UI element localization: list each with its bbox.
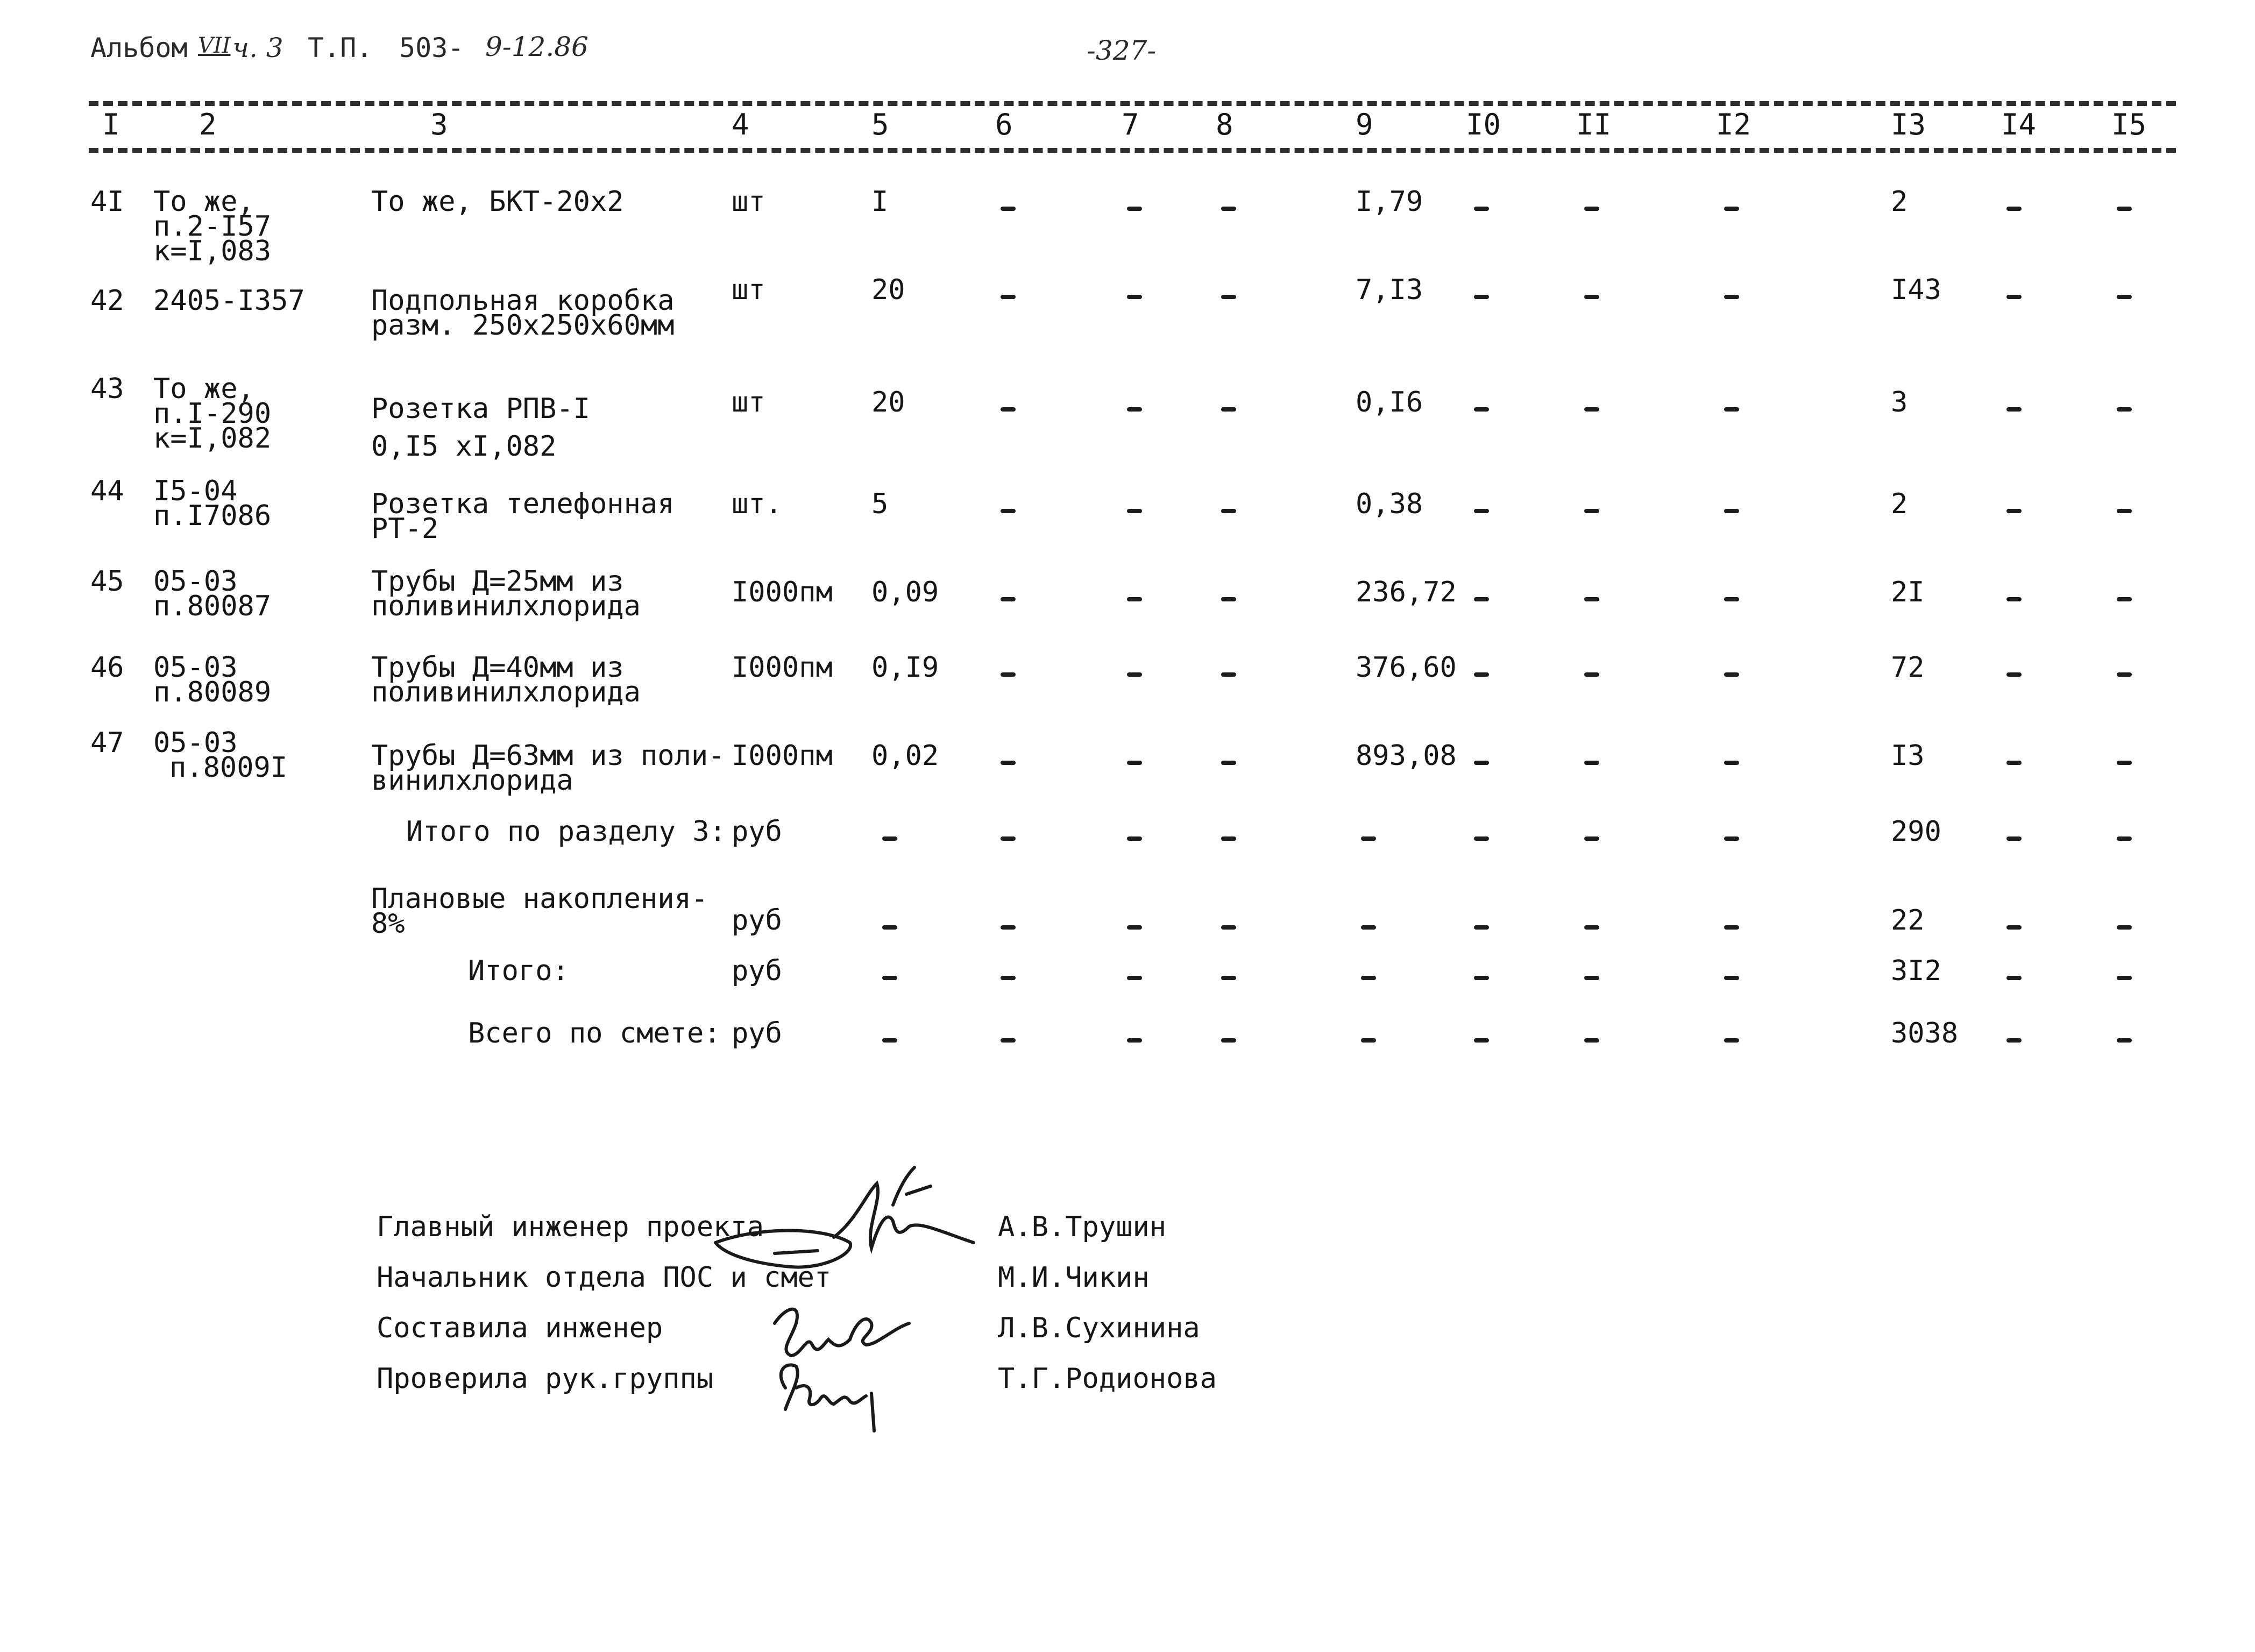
row-col9: 0,38: [1356, 488, 1423, 520]
empty-cell-dash: [882, 836, 897, 841]
empty-cell-dash: [1584, 207, 1599, 211]
col-num-11: II: [1576, 108, 1612, 141]
empty-cell-dash: [2006, 295, 2022, 299]
row-col13: 2I: [1891, 576, 1925, 608]
col-num-4: 4: [732, 108, 749, 141]
row-qty: I: [871, 186, 889, 218]
empty-cell-dash: [1127, 597, 1142, 601]
row-unit: шт: [732, 386, 765, 419]
signer-role: Главный инженер проекта: [377, 1211, 764, 1243]
row-number: 47: [90, 727, 124, 759]
col-num-3: 3: [430, 108, 448, 141]
empty-cell-dash: [1474, 672, 1489, 677]
row-number: 44: [90, 475, 124, 507]
empty-cell-dash: [2117, 836, 2132, 841]
row-number: 42: [90, 285, 124, 317]
row-col13: 3: [1891, 386, 1908, 419]
row-col13: I43: [1891, 274, 1941, 306]
empty-cell-dash: [1001, 672, 1016, 677]
row-col9: 376,60: [1356, 651, 1457, 684]
empty-cell-dash: [1724, 761, 1739, 765]
empty-cell-dash: [1361, 976, 1376, 980]
empty-cell-dash: [1584, 1038, 1599, 1043]
row-code: То же, п.I-290 к=I,082: [153, 373, 272, 455]
row-name: Розетка телефонная РТ-2: [371, 488, 675, 545]
empty-cell-dash: [882, 1038, 897, 1043]
empty-cell-dash: [2117, 207, 2132, 211]
row-unit: I000пм: [732, 576, 833, 608]
row-col13: I3: [1891, 740, 1925, 772]
empty-cell-dash: [2117, 976, 2132, 980]
row-name: Розетка РПВ-I 0,I5 хI,082: [371, 393, 590, 463]
row-code: 05-03 п.80089: [153, 651, 272, 708]
empty-cell-dash: [1127, 509, 1142, 513]
total-col13: 3I2: [1891, 955, 1941, 987]
empty-cell-dash: [1724, 1038, 1739, 1043]
empty-cell-dash: [1001, 925, 1016, 930]
total-label: Плановые накопления- 8%: [371, 883, 708, 940]
empty-cell-dash: [2117, 1038, 2132, 1043]
total-unit: руб: [732, 1017, 782, 1050]
col-num-15: I5: [2111, 108, 2147, 141]
empty-cell-dash: [1474, 836, 1489, 841]
signer-name: Л.В.Сухинина: [998, 1312, 1200, 1344]
row-qty: 0,09: [871, 576, 939, 608]
row-number: 4I: [90, 186, 124, 218]
empty-cell-dash: [1221, 761, 1236, 765]
row-name: Трубы Д=63мм из поли- винилхлорида: [371, 740, 725, 797]
col-num-14: I4: [2001, 108, 2037, 141]
album-label: Альбом: [90, 32, 188, 63]
empty-cell-dash: [1001, 761, 1016, 765]
empty-cell-dash: [1127, 1038, 1142, 1043]
empty-cell-dash: [2006, 509, 2022, 513]
col-num-13: I3: [1891, 108, 1926, 141]
row-code: То же, п.2-I57 к=I,083: [153, 186, 272, 267]
empty-cell-dash: [2117, 672, 2132, 677]
empty-cell-dash: [1724, 295, 1739, 299]
total-label: Всего по смете:: [468, 1017, 721, 1050]
empty-cell-dash: [1221, 836, 1236, 841]
page-number: -327-: [1087, 35, 1157, 66]
album-number: VII: [198, 33, 231, 58]
empty-cell-dash: [1221, 1038, 1236, 1043]
empty-cell-dash: [1474, 925, 1489, 930]
signer-role: Проверила рук.группы: [377, 1363, 714, 1395]
empty-cell-dash: [1127, 925, 1142, 930]
empty-cell-dash: [1584, 836, 1599, 841]
empty-cell-dash: [1724, 407, 1739, 412]
empty-cell-dash: [1474, 407, 1489, 412]
col-num-1: I: [102, 108, 120, 141]
empty-cell-dash: [1724, 672, 1739, 677]
row-number: 46: [90, 651, 124, 684]
col-num-12: I2: [1716, 108, 1751, 141]
empty-cell-dash: [882, 925, 897, 930]
tp-label: Т.П.: [308, 32, 373, 63]
total-col13: 22: [1891, 904, 1925, 937]
row-qty: 0,02: [871, 740, 939, 772]
empty-cell-dash: [1361, 1038, 1376, 1043]
empty-cell-dash: [2117, 597, 2132, 601]
total-unit: руб: [732, 816, 782, 848]
empty-cell-dash: [1474, 597, 1489, 601]
total-label: Итого:: [468, 955, 569, 987]
row-qty: 0,I9: [871, 651, 939, 684]
empty-cell-dash: [1724, 925, 1739, 930]
empty-cell-dash: [1001, 295, 1016, 299]
empty-cell-dash: [2006, 672, 2022, 677]
empty-cell-dash: [1001, 597, 1016, 601]
tp-code: 503-: [399, 32, 464, 63]
empty-cell-dash: [2006, 976, 2022, 980]
empty-cell-dash: [2117, 925, 2132, 930]
empty-cell-dash: [1724, 836, 1739, 841]
col-num-7: 7: [1122, 108, 1139, 141]
row-col9: 7,I3: [1356, 274, 1423, 306]
row-col13: 2: [1891, 186, 1908, 218]
empty-cell-dash: [1127, 836, 1142, 841]
total-label: Итого по разделу 3:: [406, 816, 726, 848]
header-top-rule: [89, 101, 2176, 106]
empty-cell-dash: [1584, 407, 1599, 412]
row-name: Трубы Д=40мм из поливинилхлорида: [371, 651, 641, 708]
col-num-5: 5: [871, 108, 889, 141]
col-num-9: 9: [1356, 108, 1373, 141]
col-num-8: 8: [1216, 108, 1233, 141]
empty-cell-dash: [1474, 295, 1489, 299]
empty-cell-dash: [1474, 509, 1489, 513]
empty-cell-dash: [1584, 761, 1599, 765]
col-num-6: 6: [995, 108, 1013, 141]
row-col9: I,79: [1356, 186, 1423, 218]
empty-cell-dash: [2006, 407, 2022, 412]
col-num-2: 2: [199, 108, 217, 141]
empty-cell-dash: [1001, 407, 1016, 412]
row-number: 43: [90, 373, 124, 405]
empty-cell-dash: [1221, 597, 1236, 601]
row-unit: I000пм: [732, 740, 833, 772]
row-col9: 236,72: [1356, 576, 1457, 608]
total-col13: 290: [1891, 816, 1941, 848]
empty-cell-dash: [1001, 207, 1016, 211]
row-qty: 5: [871, 488, 889, 520]
empty-cell-dash: [2006, 925, 2022, 930]
empty-cell-dash: [1361, 836, 1376, 841]
empty-cell-dash: [2117, 407, 2132, 412]
signer-name: А.В.Трушин: [998, 1211, 1167, 1243]
empty-cell-dash: [2006, 836, 2022, 841]
empty-cell-dash: [1127, 407, 1142, 412]
empty-cell-dash: [1361, 925, 1376, 930]
empty-cell-dash: [1001, 976, 1016, 980]
row-qty: 20: [871, 274, 905, 306]
empty-cell-dash: [1474, 1038, 1489, 1043]
empty-cell-dash: [2006, 207, 2022, 211]
empty-cell-dash: [1584, 509, 1599, 513]
row-name: Трубы Д=25мм из поливинилхлорида: [371, 565, 641, 622]
empty-cell-dash: [1724, 207, 1739, 211]
empty-cell-dash: [1724, 976, 1739, 980]
row-col9: 0,I6: [1356, 386, 1423, 419]
row-code: 05-03 п.80087: [153, 565, 272, 622]
signer-name: Т.Г.Родионова: [998, 1363, 1217, 1395]
empty-cell-dash: [1221, 672, 1236, 677]
row-number: 45: [90, 565, 124, 598]
row-qty: 20: [871, 386, 905, 419]
empty-cell-dash: [1127, 761, 1142, 765]
empty-cell-dash: [1584, 597, 1599, 601]
empty-cell-dash: [1584, 925, 1599, 930]
signer-role: Составила инженер: [377, 1312, 663, 1344]
row-unit: шт: [732, 186, 765, 218]
empty-cell-dash: [1127, 976, 1142, 980]
empty-cell-dash: [882, 976, 897, 980]
col-num-10: I0: [1466, 108, 1501, 141]
empty-cell-dash: [1221, 509, 1236, 513]
empty-cell-dash: [1221, 407, 1236, 412]
row-col13: 2: [1891, 488, 1908, 520]
handwritten-signatures: [694, 1162, 1017, 1442]
empty-cell-dash: [1474, 207, 1489, 211]
row-unit: I000пм: [732, 651, 833, 684]
album-part: ч. 3: [232, 32, 283, 63]
empty-cell-dash: [1221, 207, 1236, 211]
empty-cell-dash: [1221, 925, 1236, 930]
row-col13: 72: [1891, 651, 1925, 684]
empty-cell-dash: [1474, 976, 1489, 980]
empty-cell-dash: [1221, 295, 1236, 299]
empty-cell-dash: [1127, 207, 1142, 211]
empty-cell-dash: [2117, 509, 2132, 513]
signer-role: Начальник отдела ПОС и смет: [377, 1261, 832, 1294]
total-unit: руб: [732, 904, 782, 937]
empty-cell-dash: [1584, 976, 1599, 980]
empty-cell-dash: [1724, 509, 1739, 513]
tp-code-handwritten: 9-12.86: [485, 31, 588, 62]
empty-cell-dash: [1127, 672, 1142, 677]
row-unit: шт: [732, 274, 765, 306]
empty-cell-dash: [1001, 836, 1016, 841]
row-col9: 893,08: [1356, 740, 1457, 772]
empty-cell-dash: [1001, 509, 1016, 513]
row-unit: шт.: [732, 488, 782, 520]
empty-cell-dash: [1474, 761, 1489, 765]
row-name: Подпольная коробка разм. 250х250х60мм: [371, 285, 675, 342]
total-col13: 3038: [1891, 1017, 1959, 1050]
empty-cell-dash: [2006, 1038, 2022, 1043]
empty-cell-dash: [1584, 295, 1599, 299]
row-name: То же, БКТ-20х2: [371, 186, 624, 218]
signer-name: М.И.Чикин: [998, 1261, 1150, 1294]
empty-cell-dash: [1221, 976, 1236, 980]
empty-cell-dash: [2006, 597, 2022, 601]
empty-cell-dash: [2117, 761, 2132, 765]
row-code: I5-04 п.I7086: [153, 475, 272, 532]
total-unit: руб: [732, 955, 782, 987]
empty-cell-dash: [2006, 761, 2022, 765]
empty-cell-dash: [1724, 597, 1739, 601]
row-code: 05-03 п.8009I: [153, 727, 288, 784]
empty-cell-dash: [1001, 1038, 1016, 1043]
header-bottom-rule: [89, 148, 2176, 153]
row-code: 2405-I357: [153, 285, 305, 317]
empty-cell-dash: [2117, 295, 2132, 299]
empty-cell-dash: [1127, 295, 1142, 299]
empty-cell-dash: [1584, 672, 1599, 677]
